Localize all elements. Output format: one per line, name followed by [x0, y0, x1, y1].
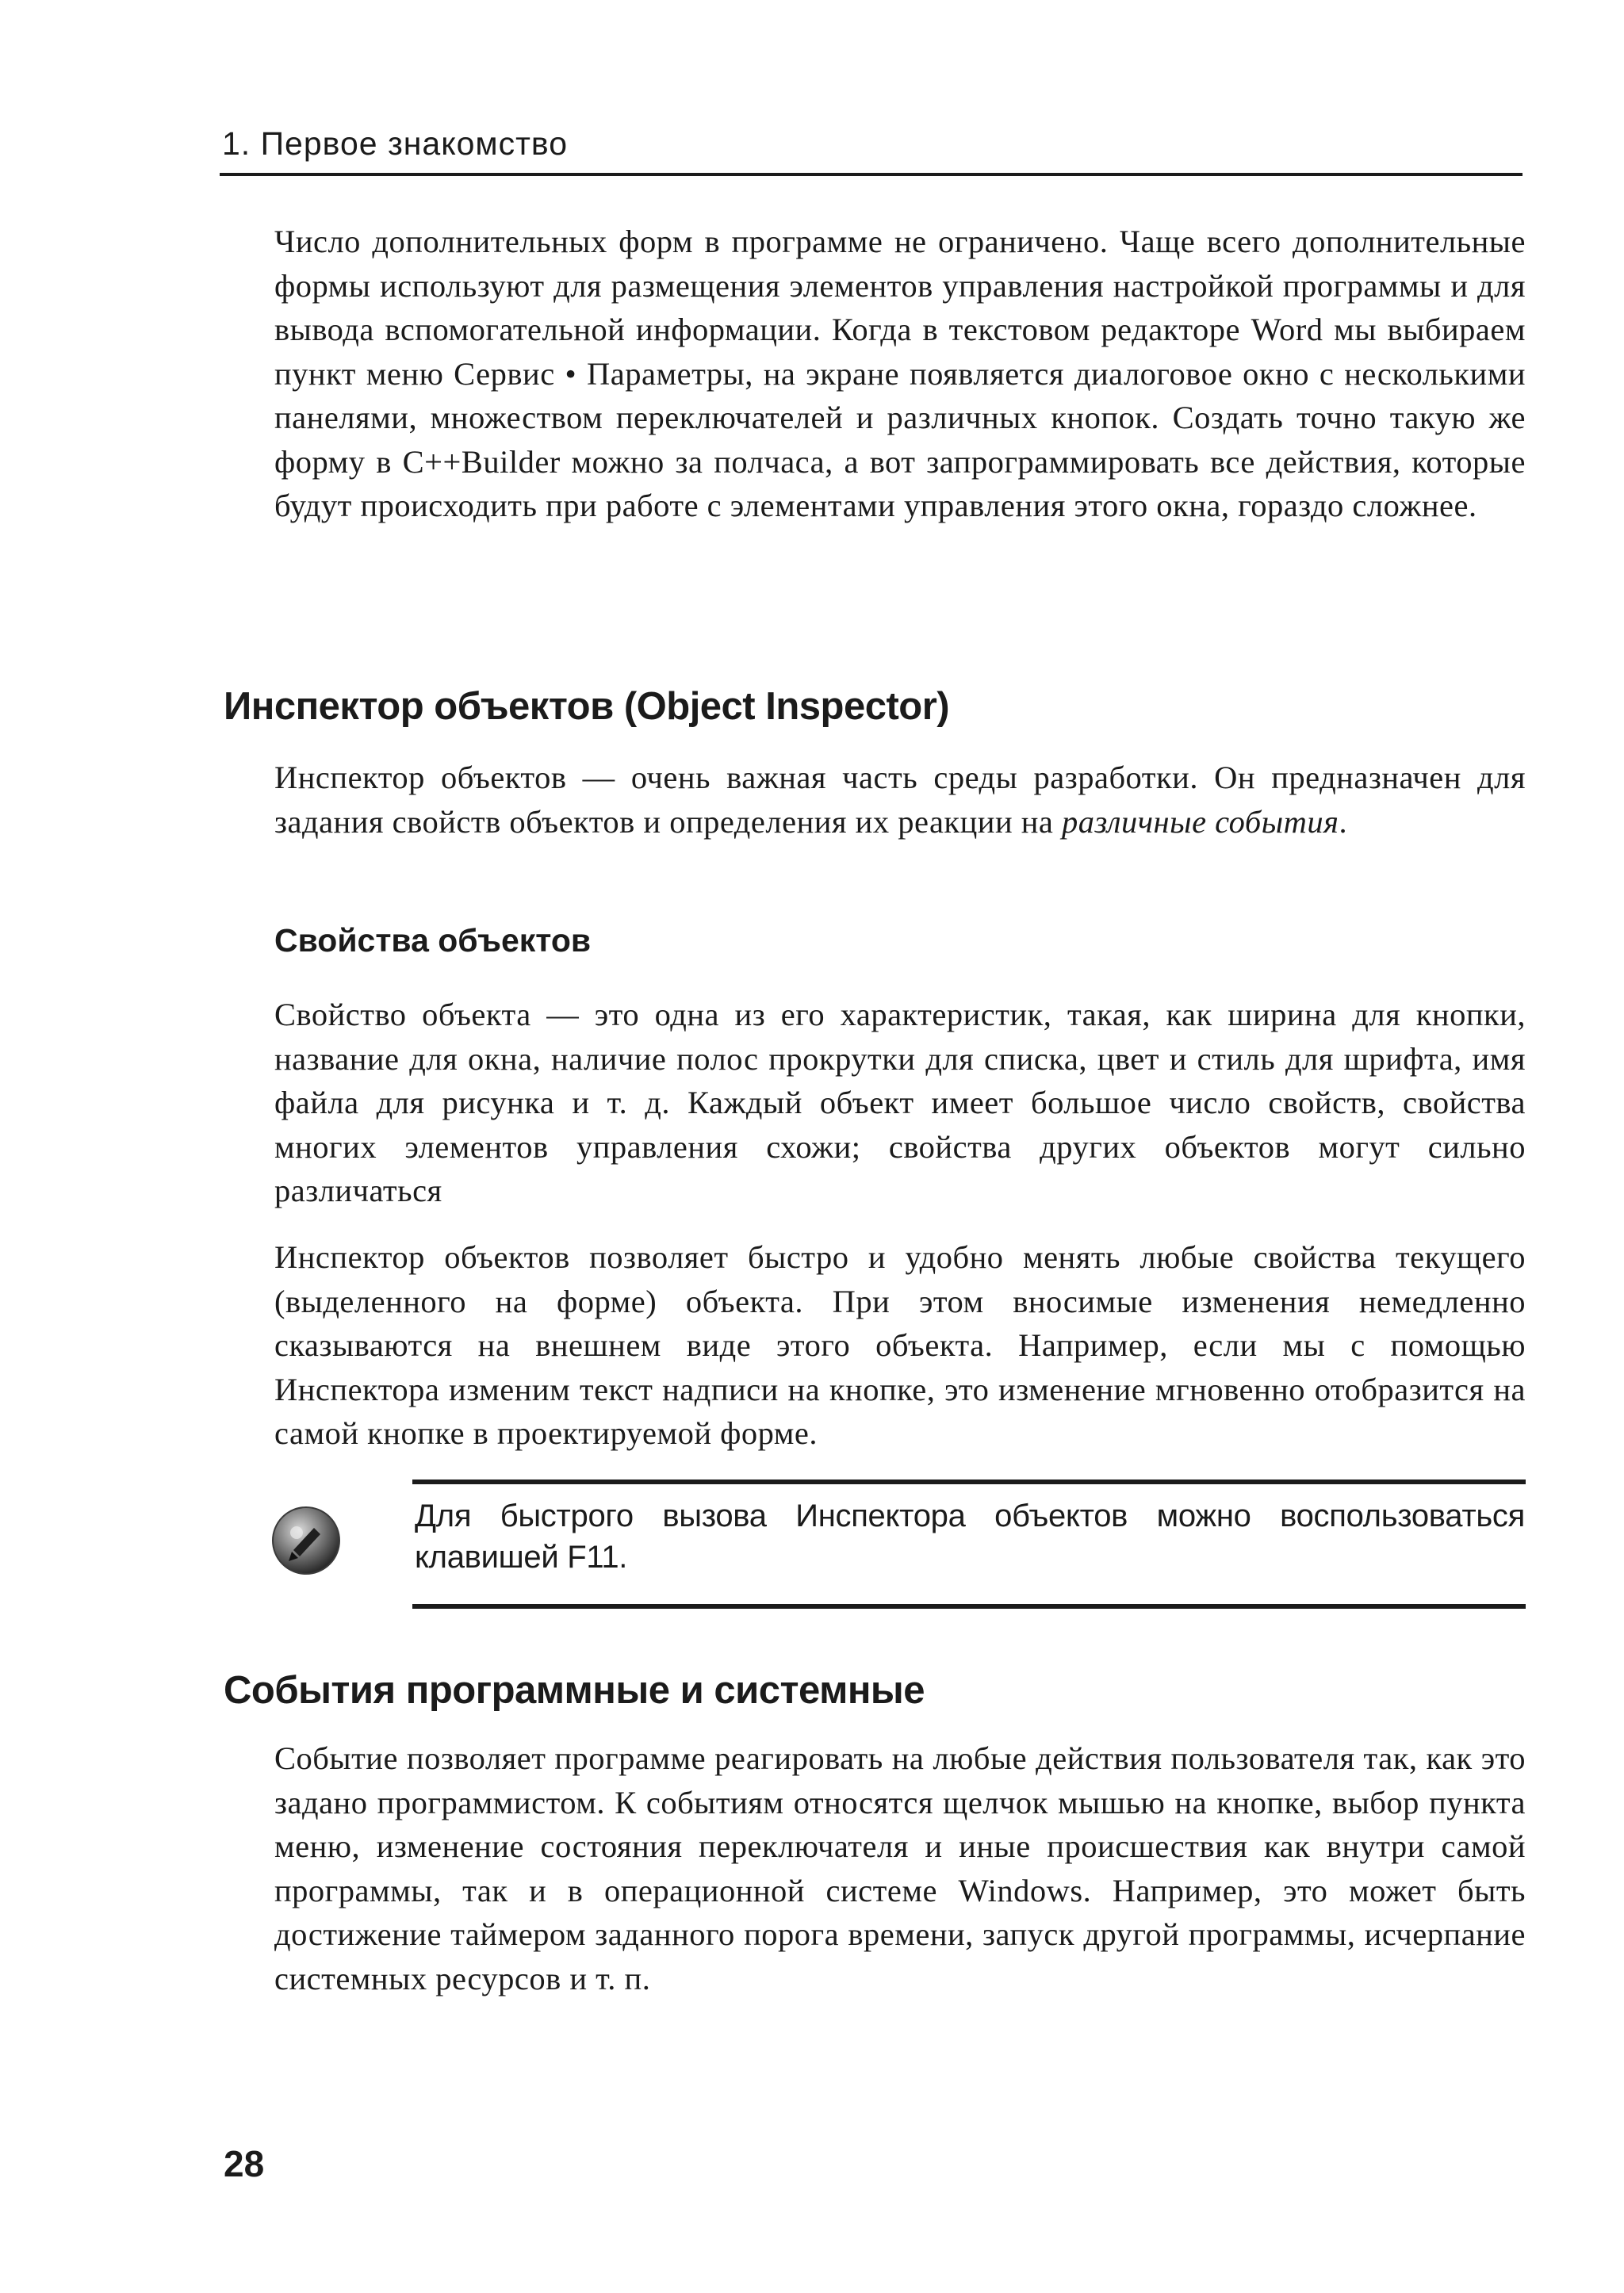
header-rule [220, 173, 1522, 176]
intro-paragraph: Число дополнительных форм в программе не ограничено. Чаще всего дополнительные формы используют для размещения элементов управления настройкой программы и для вывода вспомогательной информации. Когда в текстовом редакторе Word мы выбираем пункт меню Сервис • Параметры, на экране появляется диалоговое окно с несколькими панелями, множеством переключателей и различных кнопок. Создать точно такую же форму в C++Builder можно за полчаса, а вот запрограммировать все действия, которые будут происходить при работе с элементами управления этого окна, гораздо сложнее. [274, 224, 1526, 523]
properties-paragraph-2: Инспектор объектов позволяет быстро и удобно менять любые свойства текущего (выделенного на форме) объекта. При этом вносимые изменения немедленно сказываются на внешнем виде этого объекта. Например, если мы с помощью Инспектора изменим текст надписи на кнопке, это изменение мгновенно отобразится на самой кнопке в проектируемой форме. [274, 1239, 1526, 1451]
events-paragraph: Событие позволяет программе реагировать на любые действия пользователя так, как это задано программистом. К событиям относятся щелчок мышью на кнопке, выбор пункта меню, изменение состояния переключателя и иные происшествия как внутри самой программы, так и в операционной системе Windows. Например, это может быть достижение таймером заданного порога времени, запуск другой программы, исчерпание системных ресурсов и т. п. [274, 1740, 1526, 1996]
note-bottom-rule [412, 1604, 1526, 1609]
running-head: 1. Первое знакомство [222, 125, 569, 162]
heading-object-inspector: Инспектор объектов (Object Inspector) [224, 685, 950, 728]
inspector-paragraph-start: Инспектор объектов — очень важная часть среды разработки. Он предназначен для задания свойств объектов и определения их реакции на [274, 760, 1526, 840]
tip-icon [270, 1504, 343, 1577]
note-top-rule [412, 1480, 1526, 1484]
page-number: 28 [224, 2143, 265, 2184]
inspector-paragraph [274, 756, 1526, 844]
note-text: Для быстрого вызова Инспектора объектов можно воспользоваться клавишей F11. [415, 1499, 1525, 1575]
inspector-paragraph-italic: различные события [1062, 803, 1339, 840]
inspector-paragraph-end: . [1339, 803, 1348, 840]
properties-paragraph-1: Свойство объекта — это одна из его характеристик, такая, как ширина для кнопки, название для окна, наличие полос прокрутки для списка, цвет и стиль для шрифта, имя файла для рисунка и т. д. Каждый объект имеет большое число свойств, свойства многих элементов управления схожи; свойства других объектов могут сильно различаться [274, 997, 1526, 1208]
heading-events: События программные и системные [224, 1669, 925, 1712]
heading-object-properties: Свойства объектов [274, 922, 592, 959]
